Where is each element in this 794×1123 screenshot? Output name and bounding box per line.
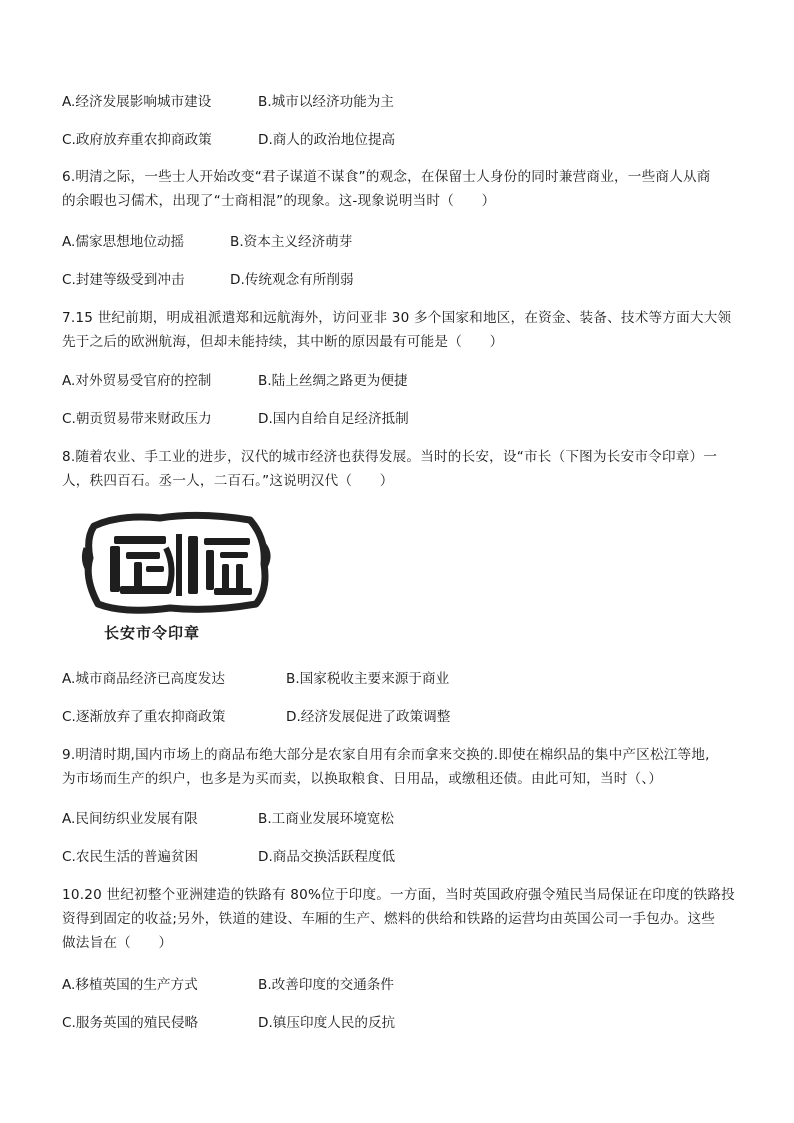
q9-stem-line-1: 9.明清时期,国内市场上的商品布绝大部分是农家自用有余而拿来交换的.即使在棉织品的集中产区松江等地, xyxy=(62,747,710,763)
q9-option-b: B.工商业发展环境宽松 xyxy=(258,811,394,827)
q6-option-c: C.封建等级受到冲击 xyxy=(62,272,185,288)
q8-option-c: C.逐渐放弃了重农抑商政策 xyxy=(62,709,226,725)
q6-stem-line-2: 的余暇也习儒术，出现了“士商相混”的现象。这-现象说明当时（ ） xyxy=(62,193,496,209)
q5-option-a: A.经济发展影响城市建设 xyxy=(62,94,212,110)
q7-option-c: C.朝贡贸易带来财政压力 xyxy=(62,411,212,427)
q10-stem-line-3: 做法旨在（ ） xyxy=(62,935,173,951)
q7-option-d: D.国内自给自足经济抵制 xyxy=(258,411,409,427)
q5-option-c: C.政府放弃重农抑商政策 xyxy=(62,132,212,148)
q6-option-b: B.资本主义经济萌芽 xyxy=(230,234,353,250)
q7-option-a: A.对外贸易受官府的控制 xyxy=(62,373,212,389)
q7-option-b: B.陆上丝绸之路更为便捷 xyxy=(258,373,408,389)
q10-stem-line-1: 10.20 世纪初整个亚洲建造的铁路有 80%位于印度。一方面，当时英国政府强令殖民当局保证在印度的铁路投 xyxy=(62,887,735,903)
q10-option-d: D.镇压印度人民的反抗 xyxy=(258,1015,396,1031)
q9-stem-line-2: 为市场而生产的织户，也多是为买而卖，以换取粮食、日用品，或缴租还债。由此可知，当时（、） xyxy=(62,771,663,787)
q5-option-d: D.商人的政治地位提高 xyxy=(258,132,396,148)
q6-stem-line-1: 6.明清之际，一些士人开始改变“君子谋道不谋食”的观念，在保留士人身份的同时兼营商业，一些商人从商 xyxy=(62,169,711,185)
q9-option-c: C.农民生活的普遍贫困 xyxy=(62,849,199,865)
q10-option-a: A.移植英国的生产方式 xyxy=(62,977,198,993)
q8-stem-line-1: 8.随着农业、手工业的进步，汉代的城市经济也获得发展。当时的长安，设“市长（下图为长安市令印章）一 xyxy=(62,449,718,465)
q8-option-a: A.城市商品经济已高度发达 xyxy=(62,671,225,687)
q9-option-a: A.民间纺织业发展有限 xyxy=(62,811,198,827)
q6-option-d: D.传统观念有所削弱 xyxy=(230,272,354,288)
q8-stem-line-2: 人，秩四百石。丞一人，二百石。”这说明汉代（ ） xyxy=(62,473,394,489)
q8-option-d: D.经济发展促进了政策调整 xyxy=(286,709,451,725)
q10-option-b: B.改善印度的交通条件 xyxy=(258,977,394,993)
q8-option-b: B.国家税收主要来源于商业 xyxy=(286,671,450,687)
q7-stem-line-2: 先于之后的欧洲航海，但却未能持续，其中断的原因最有可能是（ ） xyxy=(62,334,504,350)
q7-stem-line-1: 7.15 世纪前期，明成祖派遣郑和远航海外，访问亚非 30 多个国家和地区，在资金、装备、技术等方面大大领 xyxy=(62,310,732,326)
seal-caption: 长安市令印章 xyxy=(104,624,201,642)
seal-stamp-icon xyxy=(80,508,272,618)
q10-option-c: C.服务英国的殖民侵略 xyxy=(62,1015,199,1031)
q10-stem-line-2: 资得到固定的收益;另外，铁道的建设、车厢的生产、燃料的供给和铁路的运营均由英国公司一手包办。这些 xyxy=(62,911,716,927)
q5-option-b: B.城市以经济功能为主 xyxy=(258,94,394,110)
q6-option-a: A.儒家思想地位动摇 xyxy=(62,234,185,250)
q9-option-d: D.商品交换活跃程度低 xyxy=(258,849,396,865)
